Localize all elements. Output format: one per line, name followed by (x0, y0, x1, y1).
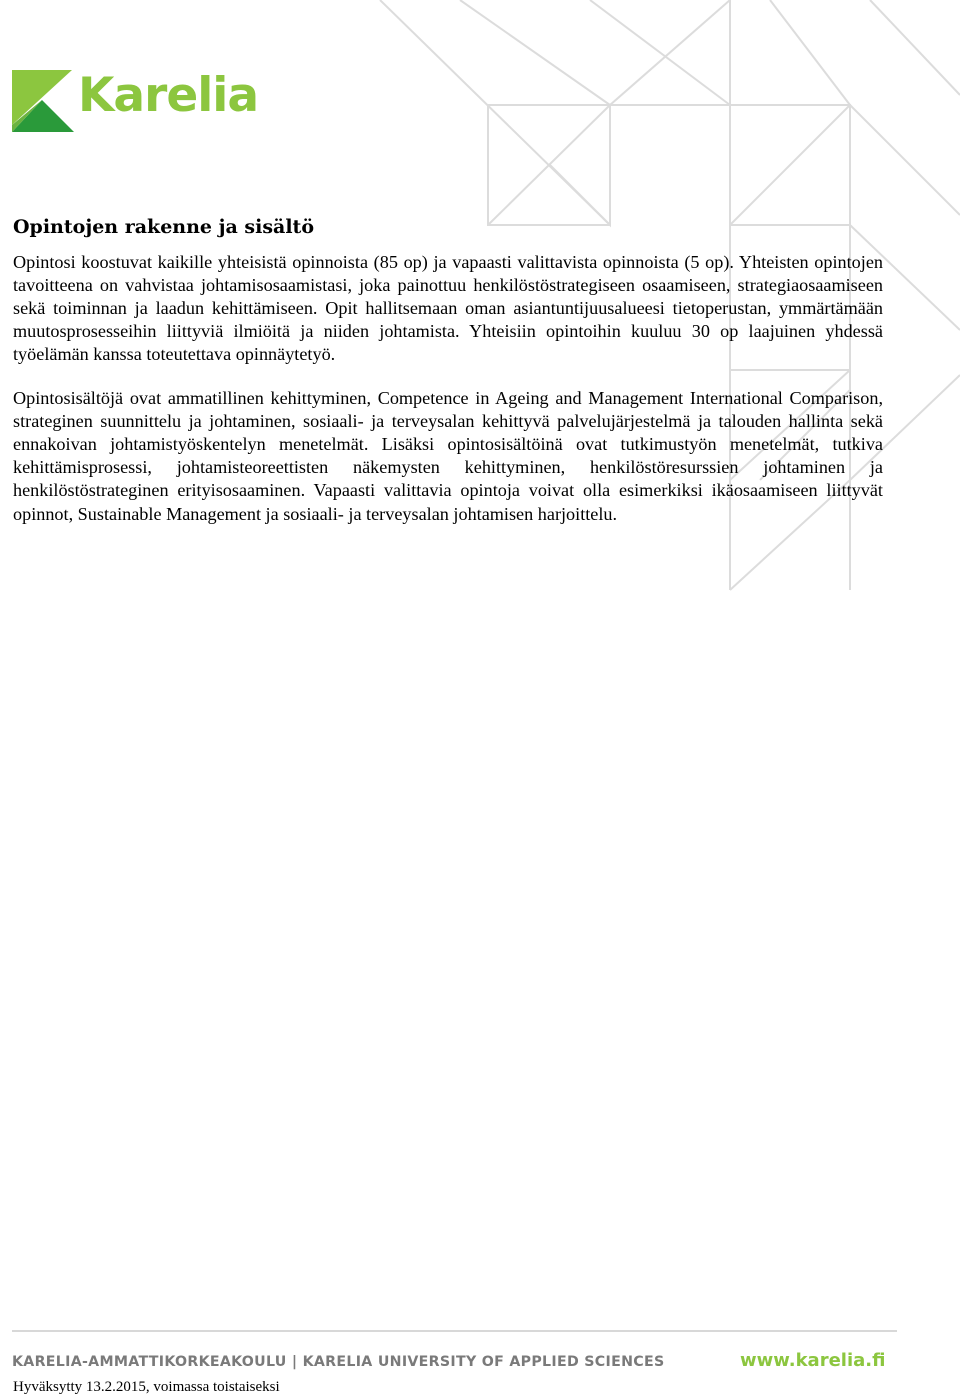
paragraph-study-structure: Opintosi koostuvat kaikille yhteisistä opinnoista (85 op) ja vapaasti valittavista opinnoista (5 op). Yhteisten opintojen tavoitteena on vahvistaa johtamisosaamistasi, joka painottuu henkilöstöstrategiseen osaamiseen, strategiaosaamiseen sekä toiminnan ja laadun kehittämiseen. Opit hallitsemaan oman asiantuntijuusalueesi tietoperustan, ymmärtämään muutosprosesseihin liittyviä ilmiöitä ja niiden johtamista. Yhteisiin opintoihin kuuluu 30 op laajuinen yhdessä työelämän kanssa toteutettava opinnäytetyö. (13, 251, 883, 365)
logo-wordmark: Karelia (78, 68, 259, 123)
footer-organization: KARELIA-AMMATTIKORKEAKOULU | KARELIA UNIVERSITY OF APPLIED SCIENCES (12, 1354, 665, 1370)
karelia-logo (12, 70, 262, 132)
section-title: Opintojen rakenne ja sisältö (13, 216, 315, 238)
footer-website-link[interactable]: www.karelia.fi (740, 1350, 886, 1371)
karelia-logo-mark-icon (12, 70, 74, 132)
footer-divider (12, 1330, 897, 1332)
paragraph-study-contents: Opintosisältöjä ovat ammatillinen kehittyminen, Competence in Ageing and Management International Comparison, strateginen suunnittelu ja johtaminen, sosiaali- ja terveysalan kehittyvä palvelujärjestelmä ja talouden hallinta sekä ennakoivan johtamistyöskentelyn menetelmät. Lisäksi opintosisältöinä ovat tutkimustyön menetelmät, tutkiva kehittämisprosessi, johtamisteoreettisten näkemysten kehittyminen, henkilöstöresurssien johtaminen ja henkilöstöstrateginen erityisosaaminen. Vapaasti valittavia opintoja voivat olla esimerkiksi ikäosaamiseen liittyvät opinnot, Sustainable Management ja sosiaali- ja terveysalan johtamisen harjoittelu. (13, 387, 883, 524)
document-body (13, 214, 883, 546)
footer-approval-note: Hyväksytty 13.2.2015, voimassa toistaiseksi (13, 1379, 280, 1395)
